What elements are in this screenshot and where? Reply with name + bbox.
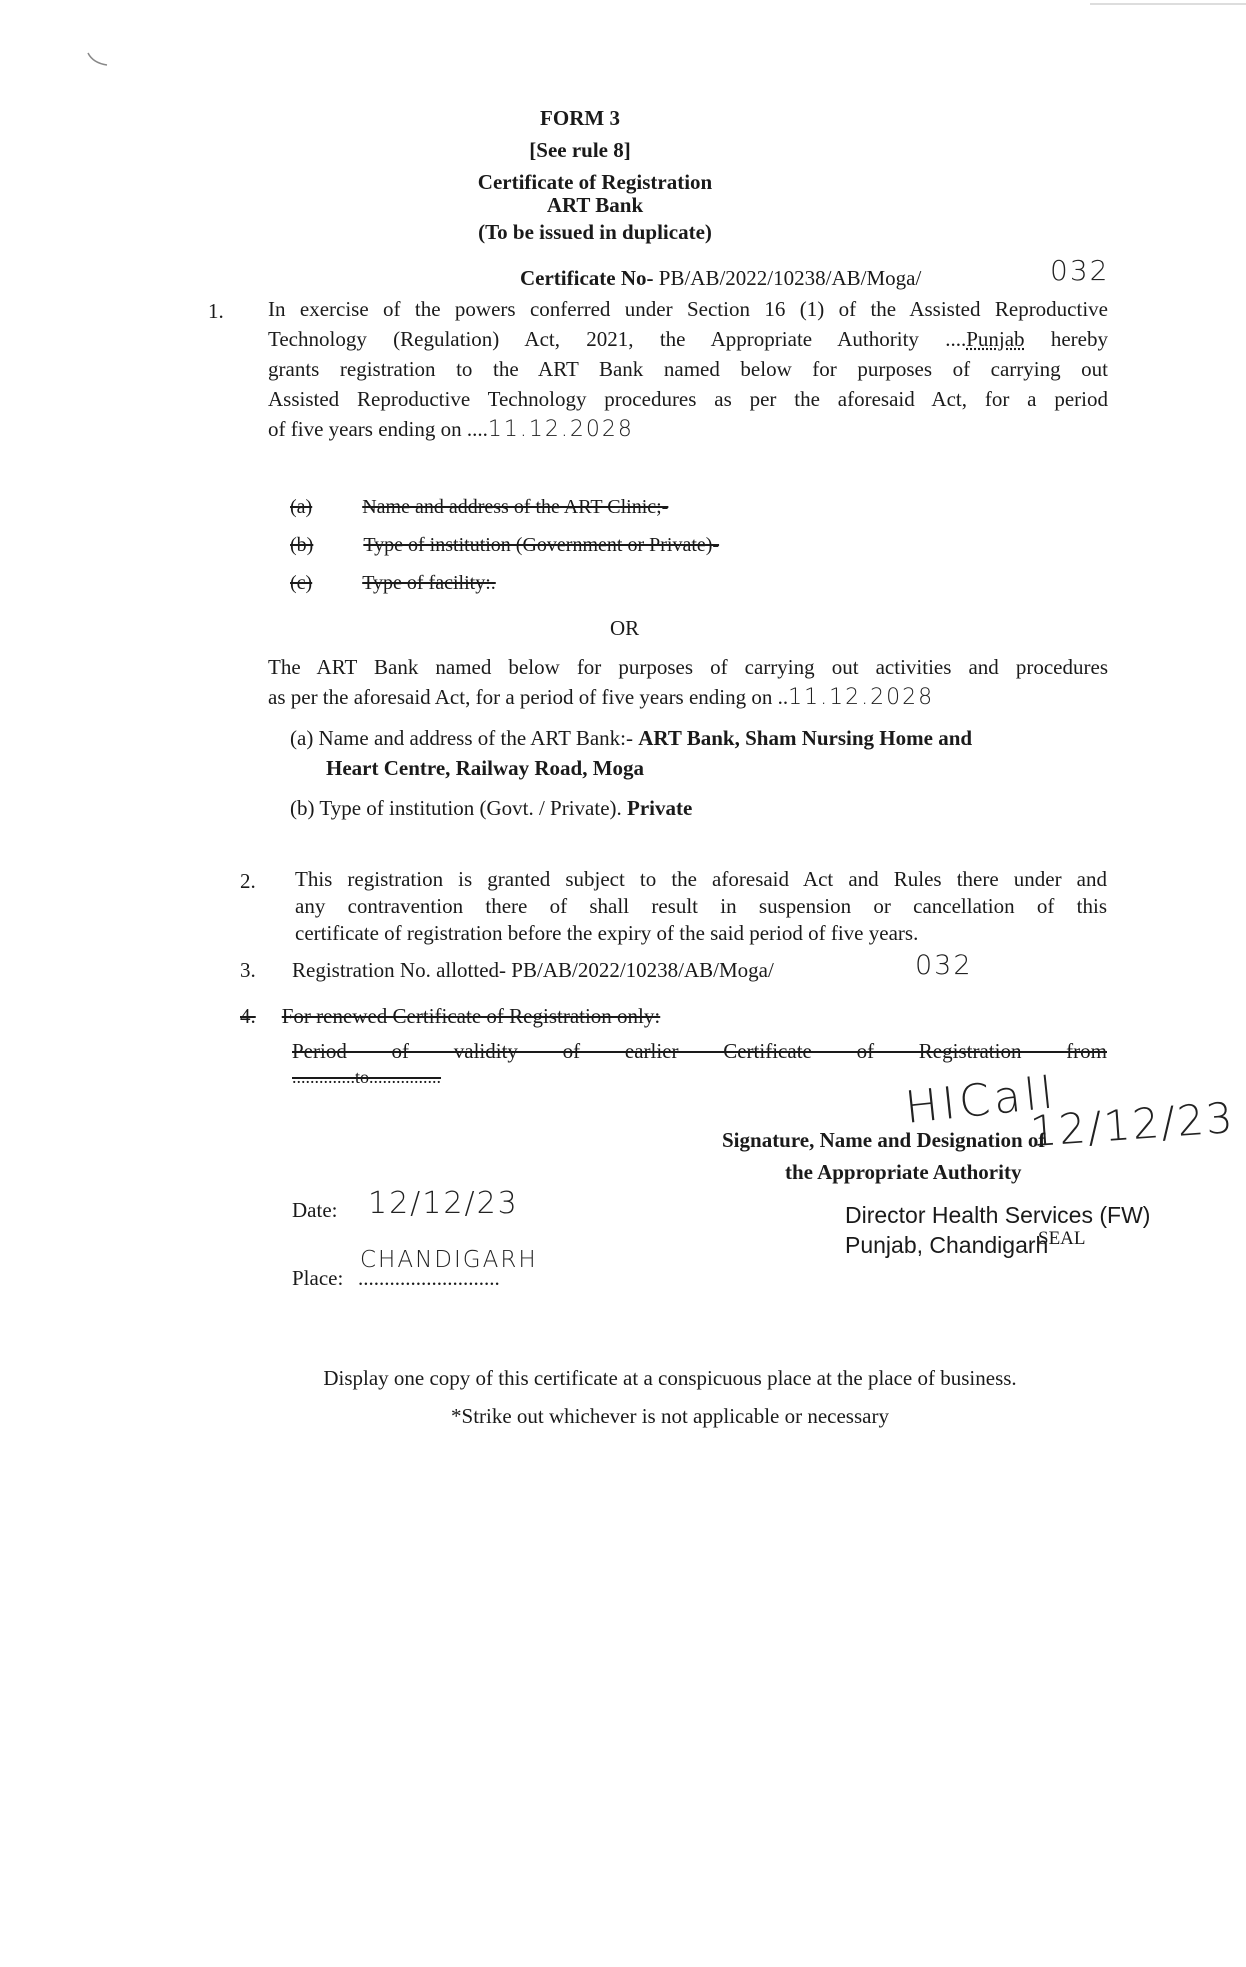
or-end-date: 11.12.2028 [788,685,935,710]
para1-text [268,294,1108,445]
document-subtitle: ART Bank [546,193,644,217]
para1-line: grants registration to the ART Bank named below for purposes of carrying out [268,357,1108,381]
art-bank-name-line: (a) Name and address of the ART Bank:- ART Bank, Sham Nursing Home and [290,726,973,750]
institution-type-line: (b) Type of institution (Govt. / Private). Private [290,796,693,820]
stamp-designation: Director Health Services (FW) [845,1202,1151,1228]
certificate-number-label: Certificate No- [520,266,654,290]
place-value: CHANDIGARH [360,1247,538,1273]
signature-date: 12/12/23 [1028,1092,1237,1157]
seal-label: SEAL [1038,1228,1086,1249]
struck-item: (c) Type of facility:. [290,572,496,594]
certificate-handwritten-number: 032 [1050,254,1110,287]
para1-line: In exercise of the powers conferred under Section 16 (1) of the Assisted Reproductive [268,297,1108,321]
registration-number: PB/AB/2022/10238/AB/Moga/ [511,958,774,982]
para1-line: Technology (Regulation) Act, 2021, the Appropriate Authority ....Punjab hereby [268,327,1108,351]
struck-item: (a) Name and address of the ART Clinic;- [290,496,669,518]
or-paragraph-line: as per the aforesaid Act, for a period of five years ending on ..11.12.2028 [268,685,935,710]
document-title: Certificate of Registration [477,170,713,194]
duplicate-note: (To be issued in duplicate) [478,220,712,244]
scan-mark [85,45,115,75]
scan-mark [1090,0,1246,12]
strike-out-note: *Strike out whichever is not applicable or necessary [451,1404,889,1428]
date-label: Date: [292,1198,338,1222]
art-bank-address: Heart Centre, Railway Road, Moga [326,756,645,780]
certificate-number-line [520,266,921,291]
date-value: 12/12/23 [368,1186,519,1221]
institution-type-value: Private [627,796,693,820]
authority-label: the Appropriate Authority [785,1160,1022,1184]
appropriate-authority: Punjab [966,327,1025,351]
or-paragraph-line: The ART Bank named below for purposes of carrying out activities and procedures [268,655,1108,679]
para4-title-line: 4. For renewed Certificate of Registration only: [240,1004,661,1028]
rule-reference: [See rule 8] [529,138,631,162]
struck-item: (b) Type of institution (Government or Private)- [290,534,720,556]
para1-end-date: 11.12.2028 [487,417,634,442]
art-bank-details [290,723,1110,783]
para3-number: 3. [240,958,256,982]
registration-number-line: Registration No. allotted- PB/AB/2022/10238/AB/Moga/ [292,958,774,982]
para2-text: This registration is granted subject to the aforesaid Act and Rules there under and any contravention there of shall result in suspension or cancellation of this certificate of registration before the expiry of the said period of five years. [295,867,1107,945]
signature-label: Signature, Name and Designation of [722,1128,1046,1152]
para2-number: 2. [240,869,256,893]
place-dots: ........................... [358,1266,500,1290]
or-paragraph [268,652,1108,713]
struck-items-list [290,488,719,602]
display-instruction: Display one copy of this certificate at a conspicuous place at the place of business. [323,1366,1017,1390]
para1-line: Assisted Reproductive Technology procedures as per the aforesaid Act, for a period [268,387,1108,411]
handwritten-signature: HICall [902,1067,1060,1134]
form-number: FORM 3 [540,106,620,130]
stamp-location: Punjab, Chandigarh [845,1232,1049,1258]
certificate-number: PB/AB/2022/10238/AB/Moga/ [658,266,922,290]
para1-line: of five years ending on ....11.12.2028 [268,417,634,442]
or-separator: OR [610,616,640,640]
registration-handwritten-number: 032 [915,950,973,981]
para1-number: 1. [208,299,224,323]
para4-body: Period of validity of earlier Certificate of Registration from ..............to................ [292,1039,1107,1087]
place-label: Place: [292,1266,344,1290]
